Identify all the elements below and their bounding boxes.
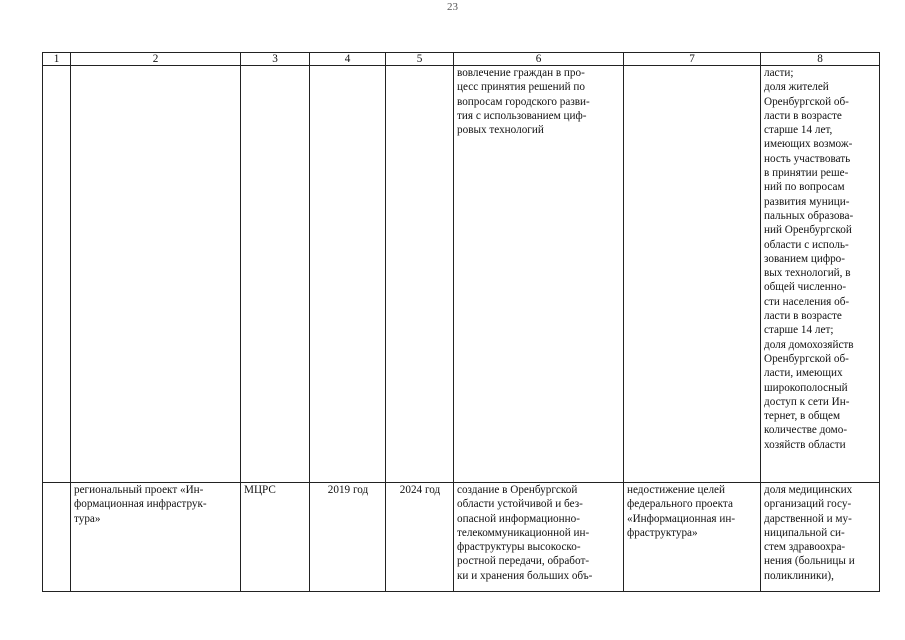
table-cell [241, 483, 310, 592]
executor-text: МЦРС [244, 484, 276, 496]
column-number: 8 [761, 53, 880, 66]
table-cell [310, 483, 386, 592]
table-cell [386, 66, 454, 483]
column-number: 2 [71, 53, 241, 66]
column-number: 6 [454, 53, 624, 66]
table-cell [71, 66, 241, 483]
column-number: 1 [43, 53, 71, 66]
table-cell [386, 483, 454, 592]
indicator-text: доля медицинских организаций госу- дарственной и му- ниципальной си- стем здравоохра- нения (больницы и поликлиники), [764, 484, 855, 582]
risk-text: недостижение целей федерального проекта «Информационная ин- фраструктура» [627, 484, 736, 539]
table-cell [454, 483, 624, 592]
column-number: 4 [310, 53, 386, 66]
column-number: 5 [386, 53, 454, 66]
column-number: 3 [241, 53, 310, 66]
table-cell [624, 483, 761, 592]
table-cell [43, 66, 71, 483]
indicator-text: ласти; доля жителей Оренбургской об- ласти в возрасте старше 14 лет, имеющих возмож- ность участвовать в принятии реше- ний по вопросам развития муници- пальных образова- ний Оренбургской области с исполь- зованием цифро- вых технологий, в общей численно- сти населения об- ласти в возрасте старше 14 лет; доля домохозяйств Оренбургской об- ласти, имеющих широкополосный доступ к сети Ин- тернет, в общем количестве домо- хозяйств области [764, 67, 854, 451]
table-row [43, 66, 880, 483]
start-year-text: 2019 год [327, 484, 369, 496]
end-year-text: 2024 год [399, 484, 441, 496]
page-number: 23 [447, 1, 458, 13]
table-row [43, 483, 880, 592]
project-name-text: региональный проект «Ин- формационная инфраструк- тура» [74, 484, 207, 525]
table-cell [43, 483, 71, 592]
column-number: 7 [624, 53, 761, 66]
table-cell [454, 66, 624, 483]
document-table [42, 52, 880, 592]
table-cell [310, 66, 386, 483]
table-cell [71, 483, 241, 592]
measure-text: создание в Оренбургской области устойчивой и без- опасной информационно- телекоммуникационной ин- фраструктуры высокоско- ростной передачи, обработ- ки и хранения больших объ- [457, 484, 593, 582]
table-cell [624, 66, 761, 483]
table-cell [761, 483, 880, 592]
column-number-row [43, 53, 880, 66]
measure-text: вовлечение граждан в про- цесс принятия решений по вопросам городского разви- тия с использованием циф- ровых технологий [457, 67, 590, 137]
table-cell [241, 66, 310, 483]
table-cell [761, 66, 880, 483]
